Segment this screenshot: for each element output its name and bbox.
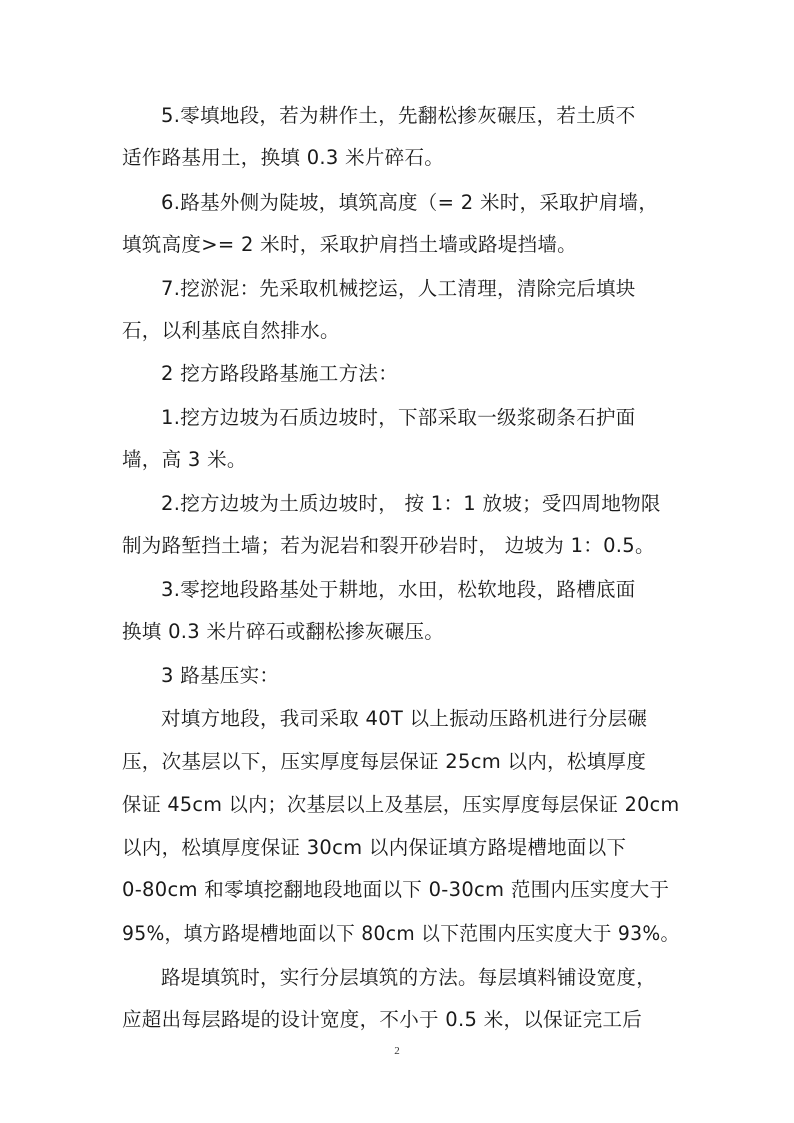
text-line: 5.零填地段，若为耕作土，先翻松掺灰碾压，若土质不 — [161, 104, 636, 127]
text-line: 换填 0.3 米片碎石或翻松掺灰碾压。 — [122, 620, 445, 643]
text-line: 制为路堑挡土墙；若为泥岩和裂开砂岩时， 边坡为 1：0.5。 — [122, 534, 655, 557]
text-line: 路堤填筑时，实行分层填筑的方法。每层填料铺设宽度， — [161, 966, 657, 989]
text-line: 对填方地段，我司采取 40T 以上振动压路机进行分层碾 — [161, 707, 648, 730]
text-line: 应超出每层路堤的设计宽度，不小于 0.5 米，以保证完工后 — [122, 1008, 643, 1031]
text-line: 1.挖方边坡为石质边坡时，下部采取一级浆砌条石护面 — [161, 406, 636, 429]
text-line: 墙，高 3 米。 — [122, 448, 247, 471]
text-line: 3.零挖地段路基处于耕地，水田，松软地段，路槽底面 — [161, 578, 636, 601]
text-line: 石，以利基底自然排水。 — [122, 319, 340, 342]
text-line: 95%，填方路堤槽地面以下 80cm 以下范围内压实度大于 93%。 — [122, 922, 680, 945]
text-line: 以内，松填厚度保证 30cm 以内保证填方路堤槽地面以下 — [122, 836, 627, 859]
text-line: 6.路基外侧为陡坡，填筑高度（= 2 米时，采取护肩墙， — [161, 191, 659, 214]
text-line: 压，次基层以下，压实厚度每层保证 25cm 以内，松填厚度 — [122, 750, 647, 773]
page-number: 2 — [394, 1045, 400, 1057]
text-line: 适作路基用土，换填 0.3 米片碎石。 — [122, 146, 445, 169]
section-heading: 3 路基压实： — [161, 664, 280, 687]
section-heading: 2 挖方路段路基施工方法： — [161, 362, 399, 385]
text-line: 2.挖方边坡为土质边坡时， 按 1：1 放坡；受四周地物限 — [161, 492, 661, 515]
text-line: 7.挖淤泥：先采取机械挖运，人工清理，清除完后填块 — [161, 277, 636, 300]
text-line: 填筑高度>= 2 米时，采取护肩挡土墙或路堤挡墙。 — [122, 233, 577, 256]
text-line: 0-80cm 和零填挖翻地段地面以下 0-30cm 范围内压实度大于 — [122, 878, 670, 901]
text-line: 保证 45cm 以内；次基层以上及基层，压实厚度每层保证 20cm — [122, 793, 680, 816]
